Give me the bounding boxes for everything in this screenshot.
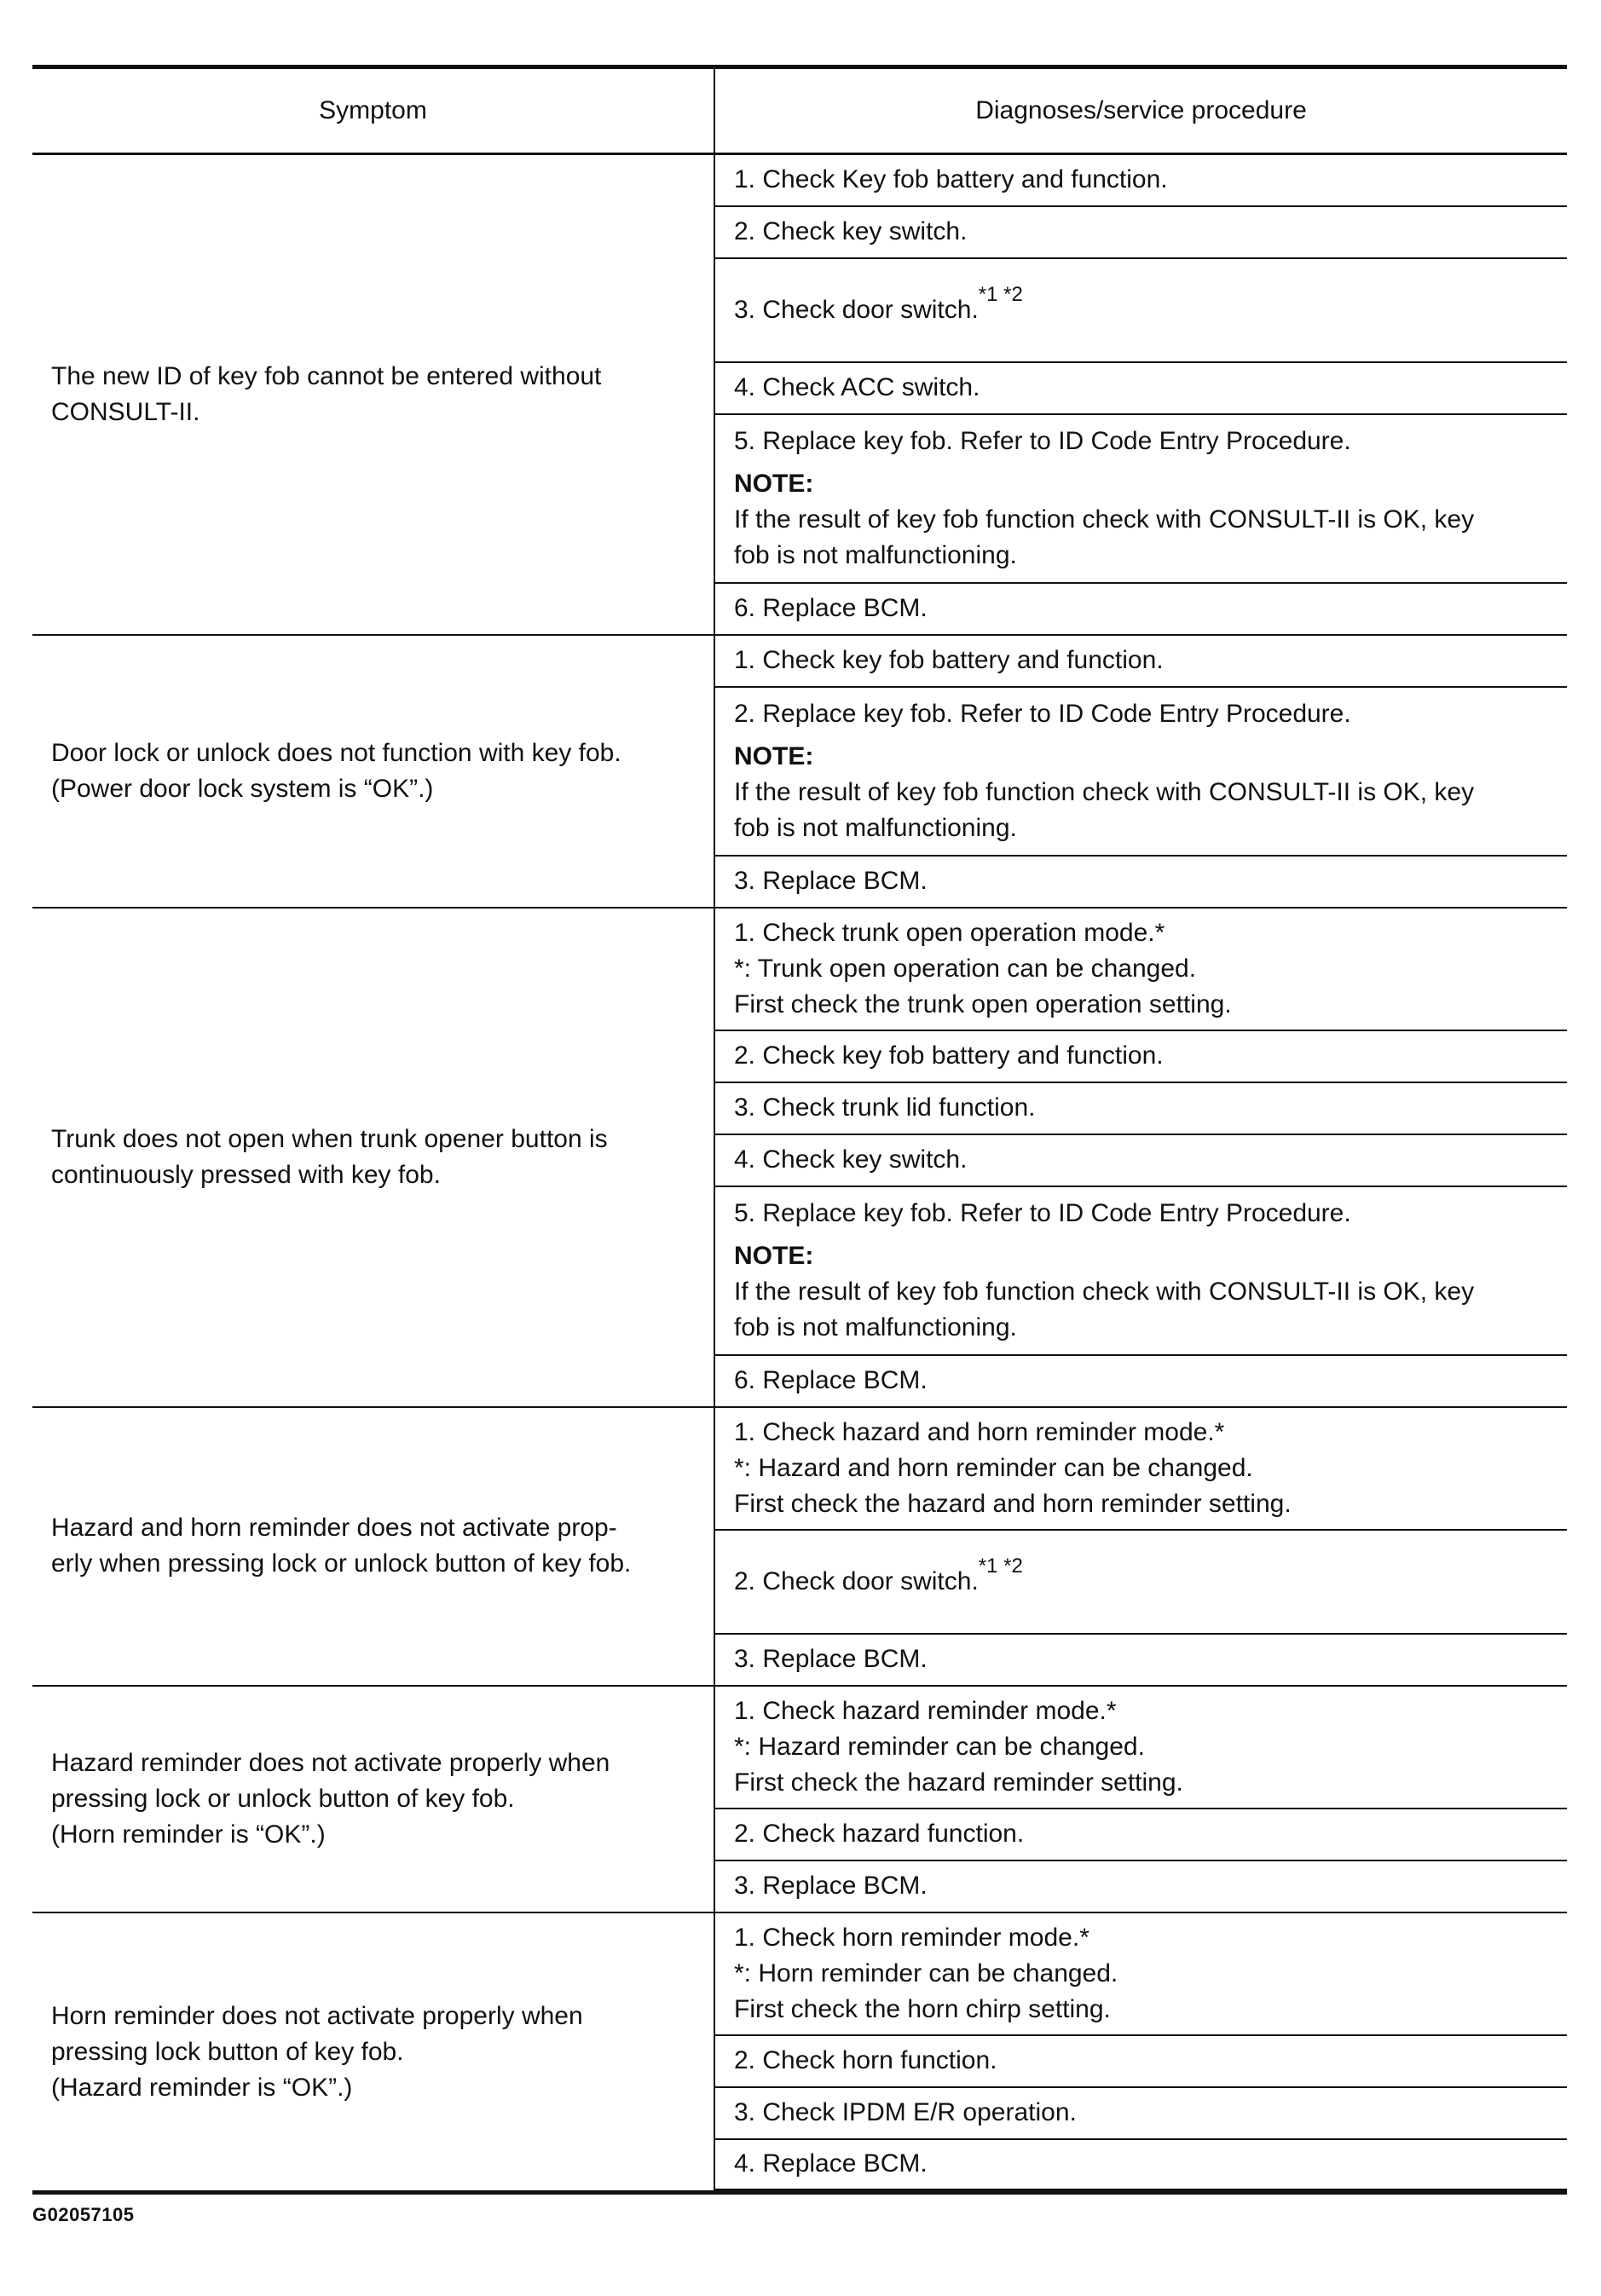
procedure-step-text <box>734 591 1550 626</box>
step-label: 1. Check key fob battery and function. <box>734 646 1164 674</box>
symptom-text: Trunk does not open when trunk opener button is <box>51 1124 608 1153</box>
procedure-step-text <box>734 370 1550 406</box>
footnote-reference: *1 *2 <box>978 1554 1023 1578</box>
symptom-cell <box>32 635 714 908</box>
symptom-cell <box>32 1912 714 2191</box>
procedure-step-cell <box>714 687 1567 856</box>
procedure-step-text <box>734 915 1550 951</box>
step-label: 2. Check key fob battery and function. <box>734 1041 1164 1070</box>
step-detail-text: *: Hazard reminder can be changed. <box>734 1732 1145 1761</box>
step-detail-text: First check the horn chirp setting. <box>734 1994 1111 2023</box>
symptom-text: (Power door lock system is “OK”.) <box>51 774 434 803</box>
procedure-step-cell <box>714 258 1567 362</box>
step-label: 4. Check ACC switch. <box>734 373 980 401</box>
figure-code: G02057105 <box>32 2204 135 2225</box>
note-text: fob is not malfunctioning. <box>734 1312 1017 1341</box>
step-label: 6. Replace BCM. <box>734 1366 928 1394</box>
symptom-group <box>32 635 1567 908</box>
step-label: 3. Check IPDM E/R operation. <box>734 2098 1077 2126</box>
procedure-step-cell <box>714 1407 1567 1530</box>
procedure-step-cell <box>714 856 1567 908</box>
procedure-step-cell <box>714 2087 1567 2139</box>
procedure-step-text <box>734 1693 1550 1729</box>
symptom-text: pressing lock button of key fob. <box>51 2037 404 2066</box>
symptom-group <box>32 154 1567 635</box>
procedure-step-text <box>734 1363 1550 1399</box>
procedure-step-text <box>734 1641 1550 1677</box>
step-label: 1. Check Key fob battery and function. <box>734 165 1168 194</box>
procedure-step-cell <box>714 1030 1567 1082</box>
step-detail-text: *: Hazard and horn reminder can be changed. <box>734 1453 1253 1482</box>
symptom-text: CONSULT-II. <box>51 397 200 426</box>
step-label: 3. Replace BCM. <box>734 1872 928 1900</box>
step-label: 2. Check door switch. <box>734 1566 979 1595</box>
step-label: 1. Check horn reminder mode.* <box>734 1923 1089 1952</box>
procedure-step-cell <box>714 635 1567 687</box>
step-label: 1. Check trunk open operation mode.* <box>734 918 1165 947</box>
step-label: 2. Replace key fob. Refer to ID Code Entry Procedure. <box>734 699 1351 728</box>
symptom-group <box>32 1407 1567 1686</box>
step-label: 5. Replace key fob. Refer to ID Code Entry Procedure. <box>734 1198 1351 1227</box>
symptom-group <box>32 908 1567 1407</box>
procedure-step-cell <box>714 583 1567 635</box>
step-label: 4. Check key switch. <box>734 1145 968 1174</box>
procedure-step-cell <box>714 206 1567 258</box>
symptom-group <box>32 1912 1567 2191</box>
procedure-step-text <box>734 863 1550 899</box>
procedure-step-text <box>734 1038 1550 1074</box>
procedure-step-text <box>734 1554 1550 1600</box>
step-detail-text: *: Horn reminder can be changed. <box>734 1959 1118 1987</box>
symptom-group <box>32 1686 1567 1912</box>
step-label: 6. Replace BCM. <box>734 594 928 622</box>
note-text: fob is not malfunctioning. <box>734 813 1017 842</box>
procedure-step-cell <box>714 1634 1567 1686</box>
procedure-step-text <box>734 1920 1550 1956</box>
symptom-text: pressing lock or unlock button of key fob. <box>51 1784 515 1813</box>
step-label: 4. Replace BCM. <box>734 2149 928 2178</box>
procedure-step-text <box>734 643 1550 678</box>
symptom-text: The new ID of key fob cannot be entered without <box>51 361 602 390</box>
symptom-text: continuously pressed with key fob. <box>51 1160 441 1189</box>
procedure-step-cell <box>714 1355 1567 1407</box>
procedure-step-cell <box>714 1082 1567 1134</box>
procedure-step-text <box>734 1415 1550 1451</box>
procedure-step-cell <box>714 1809 1567 1860</box>
symptom-cell <box>32 1686 714 1912</box>
step-label: 3. Replace BCM. <box>734 867 928 895</box>
symptom-text: Hazard reminder does not activate properly when <box>51 1748 610 1777</box>
symptom-cell <box>32 908 714 1407</box>
footer-rule <box>32 2190 1567 2195</box>
note-text: If the result of key fob function check with CONSULT-II is OK, key <box>734 1277 1475 1306</box>
procedure-step-text <box>734 696 1550 732</box>
diagnosis-table <box>32 65 1567 2193</box>
step-label: 5. Replace key fob. Refer to ID Code Entry Procedure. <box>734 426 1351 455</box>
procedure-step-text <box>734 2043 1550 2079</box>
procedure-step-cell <box>714 1686 1567 1809</box>
procedure-step-cell <box>714 1530 1567 1634</box>
procedure-step-text <box>734 282 1550 328</box>
procedure-step-cell <box>714 1860 1567 1912</box>
table-row <box>32 1686 1567 1809</box>
step-detail-text: First check the trunk open operation setting. <box>734 989 1232 1018</box>
symptom-text: Door lock or unlock does not function with key fob. <box>51 738 621 767</box>
procedure-step-text <box>734 1142 1550 1178</box>
step-label: 3. Replace BCM. <box>734 1645 928 1673</box>
step-label: 2. Check hazard function. <box>734 1820 1025 1848</box>
symptom-text: Hazard and horn reminder does not activate prop- <box>51 1514 617 1542</box>
procedure-step-text <box>734 1196 1550 1232</box>
step-detail-text: First check the hazard reminder setting. <box>734 1768 1183 1797</box>
procedure-step-text <box>734 1090 1550 1126</box>
step-label: 2. Check horn function. <box>734 2046 997 2074</box>
procedure-step-cell <box>714 2035 1567 2087</box>
procedure-step-text <box>734 214 1550 250</box>
step-label: 1. Check hazard and horn reminder mode.* <box>734 1417 1225 1446</box>
procedure-step-text <box>734 424 1550 459</box>
footnote-reference: *1 *2 <box>978 282 1023 306</box>
note-label: NOTE: <box>734 741 814 770</box>
procedure-step-cell <box>714 362 1567 414</box>
procedure-step-text <box>734 162 1550 198</box>
procedure-step-text <box>734 1816 1550 1852</box>
step-label: 1. Check hazard reminder mode.* <box>734 1696 1117 1725</box>
procedure-step-cell <box>714 154 1567 206</box>
table-row <box>32 1407 1567 1530</box>
note-label: NOTE: <box>734 1241 814 1270</box>
table-row <box>32 1912 1567 2035</box>
symptom-cell <box>32 154 714 635</box>
step-label: 2. Check key switch. <box>734 217 968 245</box>
procedure-step-cell <box>714 1134 1567 1186</box>
table-row <box>32 154 1567 206</box>
symptom-column-header: Symptom <box>32 67 714 154</box>
procedure-step-text <box>734 2146 1550 2182</box>
procedure-step-cell <box>714 2139 1567 2191</box>
symptom-text: (Hazard reminder is “OK”.) <box>51 2073 353 2102</box>
step-detail-text: First check the hazard and horn reminder setting. <box>734 1489 1292 1518</box>
note-text: fob is not malfunctioning. <box>734 540 1017 569</box>
step-label: 3. Check door switch. <box>734 295 979 324</box>
symptom-text: erly when pressing lock or unlock button of key fob. <box>51 1549 632 1578</box>
step-label: 3. Check trunk lid function. <box>734 1093 1036 1122</box>
table-row <box>32 635 1567 687</box>
note-text: If the result of key fob function check with CONSULT-II is OK, key <box>734 505 1475 534</box>
procedure-step-text <box>734 2095 1550 2131</box>
symptom-text: (Horn reminder is “OK”.) <box>51 1820 326 1849</box>
note-label: NOTE: <box>734 469 814 498</box>
procedure-column-header: Diagnoses/service procedure <box>714 67 1567 154</box>
symptom-cell <box>32 1407 714 1686</box>
table-header-row <box>32 67 1567 154</box>
note-text: If the result of key fob function check with CONSULT-II is OK, key <box>734 777 1475 806</box>
procedure-step-cell <box>714 414 1567 583</box>
step-detail-text: *: Trunk open operation can be changed. <box>734 954 1197 983</box>
procedure-step-cell <box>714 1186 1567 1355</box>
procedure-step-cell <box>714 1912 1567 2035</box>
procedure-step-text <box>734 1868 1550 1904</box>
table-row <box>32 908 1567 1030</box>
symptom-text: Horn reminder does not activate properly when <box>51 2001 583 2030</box>
procedure-step-cell <box>714 908 1567 1030</box>
